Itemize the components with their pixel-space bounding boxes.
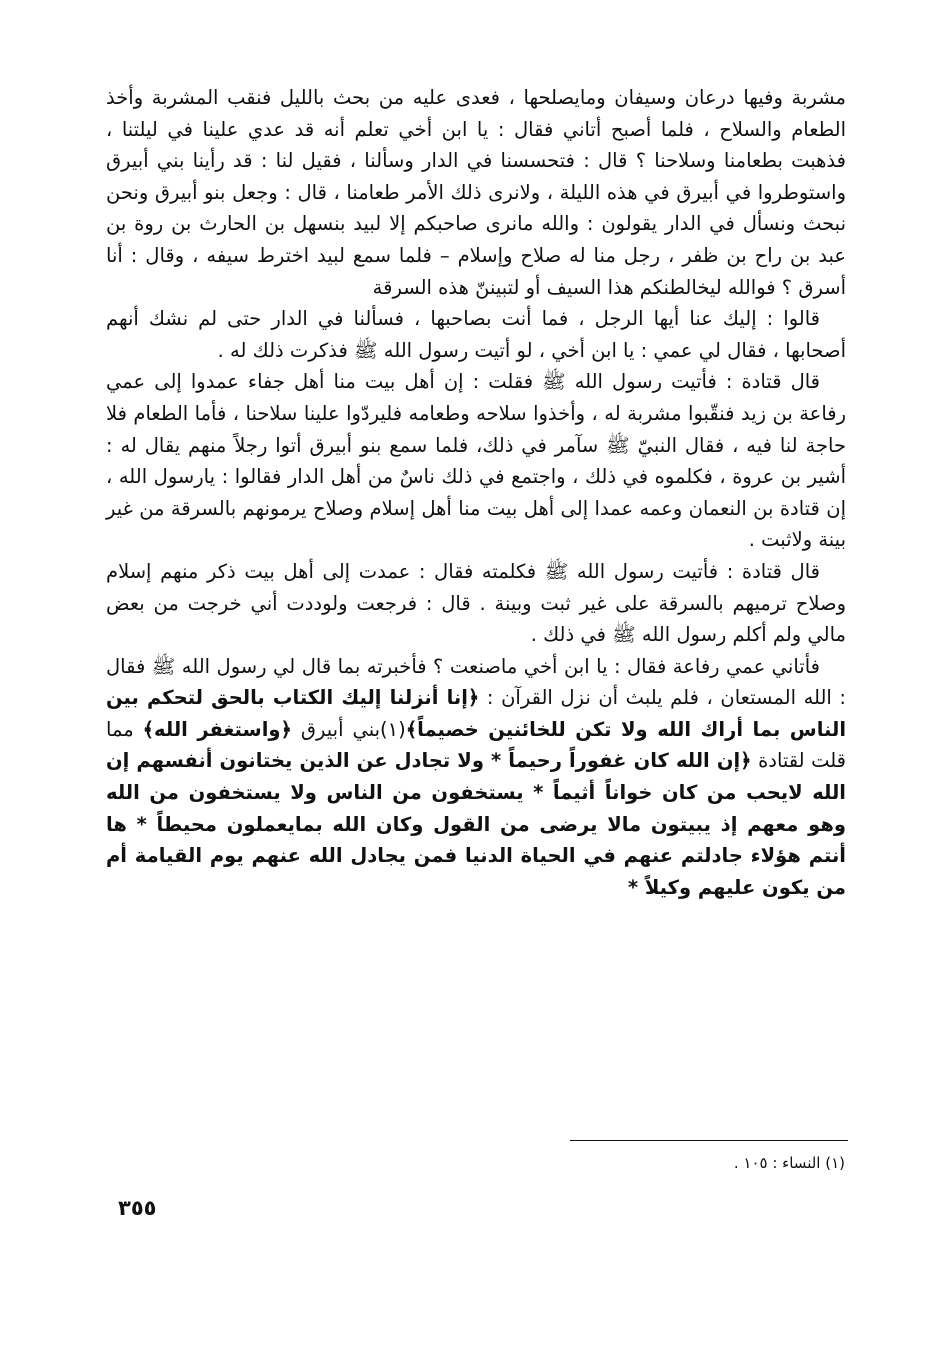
paragraph-5 (106, 651, 846, 904)
main-text (106, 82, 846, 903)
paragraph-4: قال قتادة : فأتيت رسول الله ﷺ فكلمته فقال : عمدت إلى أهل بيت ذكر منهم إسلام وصلاح ترميهم بالسرقة على غير ثبت وبينة . قال : فرجعت ولوددت أني خرجت من بعض مالي ولم أكلم رسول الله ﷺ في ذلك . (106, 559, 846, 647)
footnote-divider (570, 1140, 848, 1141)
quran-verse-1: ﴿إنا أنزلنا إليك الكتاب بالحق لتحكم بين الناس بما أراك الله ولا تكن للخائنين خصيماً﴾ (106, 686, 846, 741)
footnote: (١) النساء : ١٠٥ . (733, 1154, 845, 1172)
page-number: ٣٥٥ (118, 1196, 157, 1220)
paragraph-5-mid-1: بني أبيرق (300, 717, 381, 741)
paragraph-2: قالوا : إليك عنا أيها الرجل ، فما أنت بصاحبها ، فسألنا في الدار حتى لم نشك أنهم أصحابها ، فقال لي عمي : يا ابن أخي ، لو أتيت رسول الله ﷺ فذكرت ذلك له . (106, 307, 846, 362)
paragraph-1: مشربة وفيها درعان وسيفان ومايصلحها ، فعدى عليه من بحث بالليل فنقب المشربة وأخذ الطعام والسلاح ، فلما أصبح أتاني فقال : يا ابن أخي تعلم أنه قد عدي علينا في ليلتنا ، فذهبت بطعامنا وسلاحنا ؟ قال : فتحسسنا في الدار وسألنا ، فقيل لنا : قد رأينا بني أبيرق واستوطروا في أبيرق في هذه الليلة ، ولانرى ذلك الأمر طعامنا ، قال : وجعل بنو أبيرق ونحن نبحث ونسأل في الدار يقولون : والله مانرى صاحبكم إلا لبيد بنسهل بن الحارث بن روة بن عبد بن راح بن ظفر ، رجل منا له صلاح وإسلام – فلما سمع لبيد اخترط سيفه ، وقال : أنا أسرق ؟ فوالله ليخالطنكم هذا السيف أو لتبيننّ هذه السرقة (106, 86, 846, 299)
footnote-marker: (١) (380, 717, 406, 741)
paragraph-5-lead: فأتاني عمي رفاعة فقال : يا ابن أخي ماصنعت ؟ فأخبرته بما قال لي رسول الله ﷺ فقال : الله المستعان ، فلم يلبث أن نزل القرآن : (106, 654, 846, 710)
quran-verse-3: ﴿إن الله كان غفوراً رحيماً * ولا تجادل عن الذين يختانون أنفسهم إن الله لايحب من كان خواناً أثيماً * يستخفون من الناس ولا يستخفون من الله وهو معهم إذ يبيتون مالا يرضى من القول وكان الله بمايعملون محيطاً * ها أنتم هؤلاء جادلتم عنهم في الحياة الدنيا فمن يجادل الله عنهم يوم القيامة أم من يكون عليهم وكيلاً * (106, 749, 846, 899)
paragraph-3: قال قتادة : فأتيت رسول الله ﷺ فقلت : إن أهل بيت منا أهل جفاء عمدوا إلى عمي رفاعة بن زيد فنقّبوا مشربة له ، وأخذوا سلاحه وطعامه فليردّوا علينا سلاحنا ، فأما الطعام فلا حاجة لنا فيه ، فقال النبيّ ﷺ سآمر في ذلك، فلما سمع بنو أبيرق أتوا رجلاً منهم يقال له : أشير بن عروة ، فكلموه في ذلك ، واجتمع في ذلك ناسٌ من أهل الدار فقالوا : يارسول الله ، إن قتادة بن النعمان وعمه عمدا إلى أهل بيت منا أهل إسلام وصلاح يرمونهم بالسرقة من غير بينة ولاثبت . (106, 370, 846, 552)
quran-verse-2: ﴿واستغفر الله﴾ (142, 717, 292, 741)
paragraph-5-mid-2: مما قلت لقتادة (106, 717, 847, 773)
